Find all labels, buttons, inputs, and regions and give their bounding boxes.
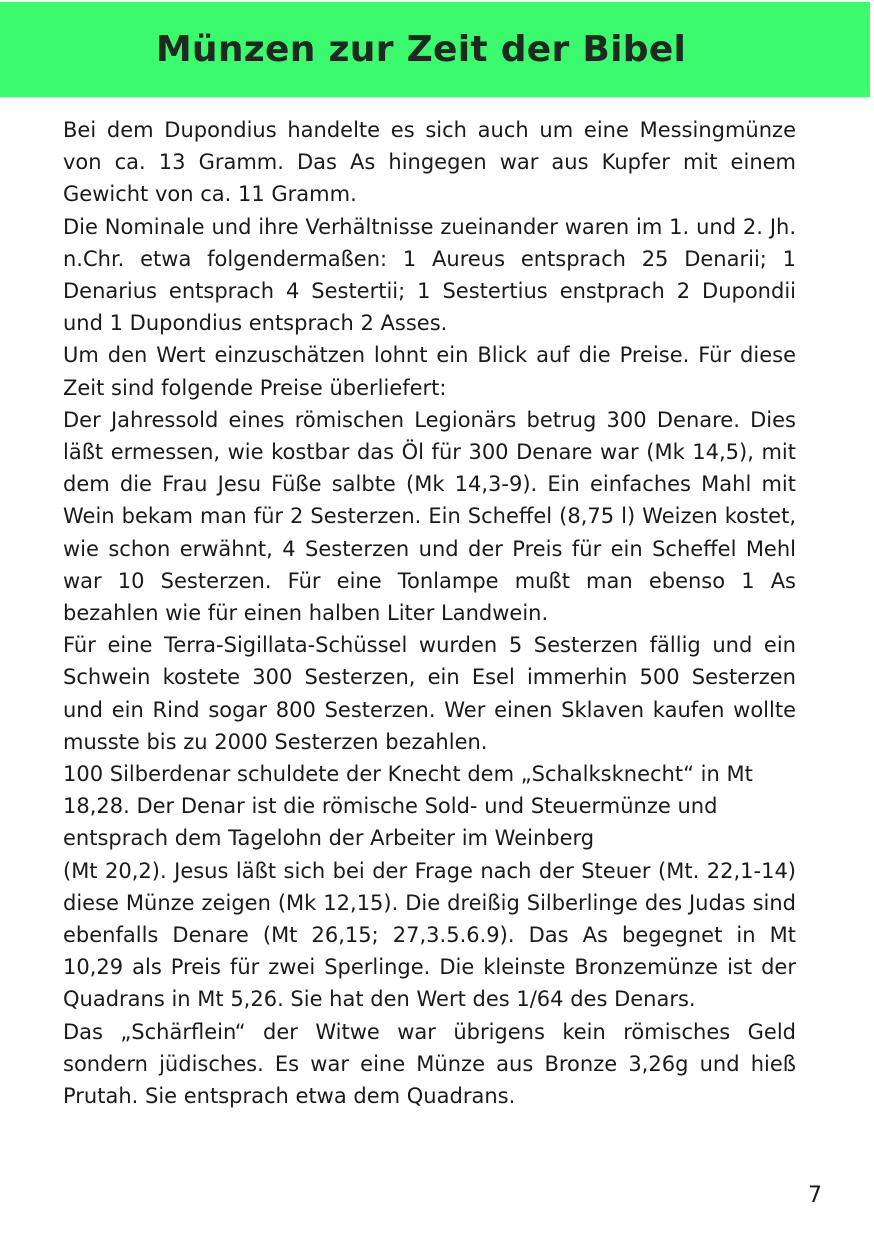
paragraph-jesus-steuer: (Mt 20,2). Jesus läßt sich bei der Frage nach der Steuer (Mt. 22,1-14) diese Münze zeigen (Mk 12,15). Die dreißig Silberlinge des Judas sind ebenfalls Denare (Mt 26,15; 27,3.5.6.9). Das As begegnet in Mt 10,29 als Preis für zwei Sperlinge. Die kleinste Bronzemünze ist der Quadrans in Mt 5,26. Sie hat den Wert des 1/64 des Denars. [63,858,796,1012]
paragraph-silberdenar: 100 Silberdenar schuldete der Knecht dem „Schalksknecht“ in Mt 18,28. Der Denar ist die römische Sold- und Steuermünze und entsprach dem Tagelohn der Arbeiter im Weinberg [63,762,753,851]
page-title: Münzen zur Zeit der Bibel [155,29,687,70]
paragraph-terra-sigillata: Für eine Terra-Sigillata-Schüssel wurden 5 Sesterzen fällig und ein Schwein kostete 300 Sesterzen, ein Esel immerhin 500 Sesterzen und ein Rind sogar 800 Sesterzen. Wer einen Sklaven kaufen wollte musste bis zu 2000 Sesterzen bezahlen. [63,633,796,754]
title-banner [0,2,870,97]
paragraph-dupondius: Bei dem Dupondius handelte es sich auch um eine Messingmünze von ca. 13 Gramm. Das As hingegen war aus Kupfer mit einem Gewicht von ca. 11 Gramm. [63,118,796,207]
paragraph-jahressold: Der Jahressold eines römischen Legionärs betrug 300 Denare. Dies läßt ermessen, wie kostbar das Öl für 300 Denare war (Mk 14,5), mit dem die Frau Jesu Füße salbte (Mk 14,3-9). Ein einfaches Mahl mit Wein bekam man für 2 Sesterzen. Ein Scheffel (8,75 l) Weizen kostet, wie schon erwähnt, 4 Sesterzen und der Preis für ein Scheffel Mehl war 10 Sesterzen. Für eine Tonlampe mußt man ebenso 1 As bezahlen wie für einen halben Liter Landwein. [63,407,796,626]
body-text [63,114,796,1112]
paragraph-schaerflein: Das „Schärflein“ der Witwe war übrigens kein römisches Geld sondern jüdisches. Es war eine Münze aus Bronze 3,26g und hieß Prutah. Sie entsprach etwa dem Quadrans. [63,1019,796,1109]
page-number: 7 [808,1183,822,1208]
paragraph-preise-intro: Um den Wert einzuschätzen lohnt ein Blick auf die Preise. Für diese Zeit sind folgende Preise überliefert: [63,343,796,400]
paragraph-nominale: Die Nominale und ihre Verhältnisse zueinander waren im 1. und 2. Jh. n.Chr. etwa folgendermaßen: 1 Aureus entsprach 25 Denarii; 1 Denarius entsprach 4 Sestertii; 1 Sestertius enstprach 2 Dupondii und 1 Dupondius entsprach 2 Asses. [63,214,796,336]
